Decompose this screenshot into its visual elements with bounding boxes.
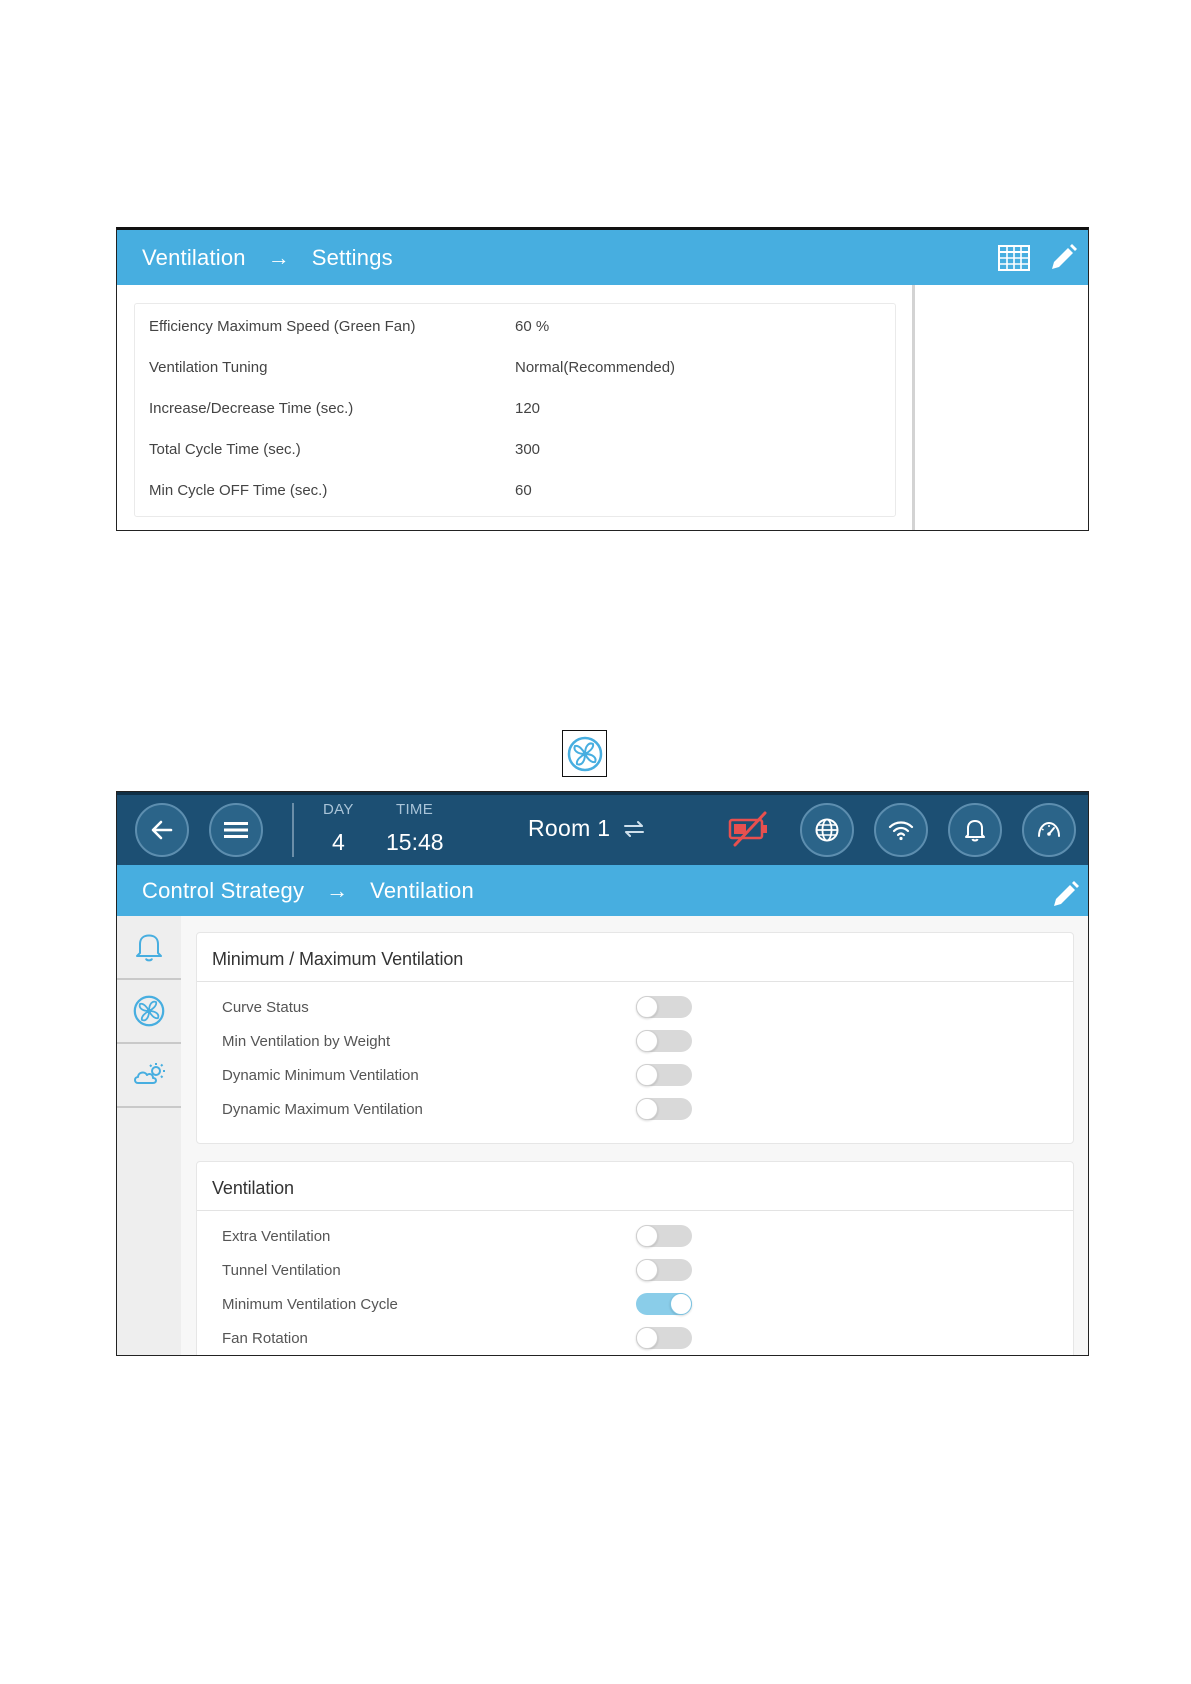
breadcrumb-control-strategy[interactable]: Control Strategy bbox=[142, 877, 305, 903]
toggle-row-dynamic-max bbox=[222, 1095, 1073, 1123]
day-caption: DAY bbox=[323, 801, 354, 818]
card-divider bbox=[197, 1210, 1073, 1211]
globe-button[interactable] bbox=[800, 803, 854, 857]
fan-icon bbox=[133, 995, 165, 1027]
settings-row[interactable] bbox=[149, 478, 895, 502]
gauge-icon bbox=[1036, 819, 1062, 841]
curve-status-toggle[interactable] bbox=[636, 996, 692, 1018]
fan-rotation-toggle[interactable] bbox=[636, 1327, 692, 1349]
sidebar-item-alarms[interactable] bbox=[117, 916, 181, 980]
extra-ventilation-toggle[interactable] bbox=[636, 1225, 692, 1247]
breadcrumb-settings: Settings bbox=[311, 244, 393, 270]
breadcrumb-ventilation[interactable]: Ventilation bbox=[142, 244, 246, 270]
toggle-row-min-vent-cycle bbox=[222, 1290, 1073, 1318]
toggle-row-fan-rotation bbox=[222, 1324, 1073, 1352]
breadcrumb-arrow: → bbox=[326, 877, 349, 903]
title-bar bbox=[117, 230, 1088, 285]
settings-value: 120 bbox=[515, 399, 541, 417]
toggle-row-min-vent-weight bbox=[222, 1027, 1073, 1055]
settings-screenshot bbox=[116, 227, 1089, 531]
grid-icon[interactable] bbox=[998, 245, 1030, 271]
alarm-button[interactable] bbox=[948, 803, 1002, 857]
settings-value: 60 bbox=[515, 481, 532, 499]
main-content bbox=[181, 916, 1088, 1355]
control-strategy-screenshot bbox=[116, 791, 1089, 1356]
pencil-icon[interactable] bbox=[1048, 243, 1078, 273]
menu-icon bbox=[223, 820, 249, 840]
card-divider bbox=[197, 981, 1073, 982]
globe-icon bbox=[814, 817, 840, 843]
dynamic-max-ventilation-toggle[interactable] bbox=[636, 1098, 692, 1120]
sidebar-item-ventilation[interactable] bbox=[117, 980, 181, 1044]
toggle-row-extra-ventilation bbox=[222, 1222, 1073, 1250]
toggle-label: Dynamic Maximum Ventilation bbox=[222, 1100, 423, 1118]
toggle-label: Dynamic Minimum Ventilation bbox=[222, 1066, 419, 1084]
menu-button[interactable] bbox=[209, 803, 263, 857]
settings-row[interactable] bbox=[149, 314, 895, 338]
toggle-row-tunnel-ventilation bbox=[222, 1256, 1073, 1284]
toggle-row-curve-status bbox=[222, 993, 1073, 1021]
ventilation-card bbox=[196, 1161, 1074, 1356]
toggle-label: Curve Status bbox=[222, 998, 309, 1016]
settings-row[interactable] bbox=[149, 396, 895, 420]
toggle-label: Tunnel Ventilation bbox=[222, 1261, 341, 1279]
gauge-button[interactable] bbox=[1022, 803, 1076, 857]
settings-label: Efficiency Maximum Speed (Green Fan) bbox=[149, 317, 416, 335]
bell-icon bbox=[963, 817, 987, 843]
day-value: 4 bbox=[332, 829, 345, 855]
sidebar-item-weather[interactable] bbox=[117, 1044, 181, 1108]
toggle-label: Extra Ventilation bbox=[222, 1227, 331, 1245]
back-arrow-icon bbox=[149, 817, 175, 843]
settings-value: 300 bbox=[515, 440, 541, 458]
settings-row[interactable] bbox=[149, 355, 895, 379]
settings-panel bbox=[134, 303, 896, 517]
title-bar bbox=[117, 865, 1088, 916]
wifi-icon bbox=[887, 818, 915, 842]
swap-icon[interactable] bbox=[622, 819, 646, 844]
minimum-ventilation-cycle-toggle[interactable] bbox=[636, 1293, 692, 1315]
settings-label: Total Cycle Time (sec.) bbox=[149, 440, 301, 458]
settings-value: 60 % bbox=[515, 317, 550, 335]
breadcrumb-arrow: → bbox=[267, 244, 290, 270]
time-value: 15:48 bbox=[386, 829, 444, 855]
settings-label: Increase/Decrease Time (sec.) bbox=[149, 399, 354, 417]
min-ventilation-weight-toggle[interactable] bbox=[636, 1030, 692, 1052]
weather-icon bbox=[132, 1061, 166, 1089]
top-status-bar bbox=[117, 792, 1088, 865]
back-button[interactable] bbox=[135, 803, 189, 857]
settings-label: Ventilation Tuning bbox=[149, 358, 268, 376]
toggle-row-dynamic-min bbox=[222, 1061, 1073, 1089]
min-max-ventilation-card bbox=[196, 932, 1074, 1144]
settings-value: Normal(Recommended) bbox=[515, 358, 676, 376]
toggle-label: Min Ventilation by Weight bbox=[222, 1032, 391, 1050]
pencil-icon[interactable] bbox=[1050, 880, 1080, 910]
settings-row[interactable] bbox=[149, 437, 895, 461]
topbar-separator bbox=[292, 803, 294, 857]
battery-alert-icon[interactable] bbox=[727, 809, 771, 854]
tunnel-ventilation-toggle[interactable] bbox=[636, 1259, 692, 1281]
toggle-label: Minimum Ventilation Cycle bbox=[222, 1295, 398, 1313]
room-name[interactable]: Room 1 bbox=[528, 815, 611, 841]
time-caption: TIME bbox=[396, 801, 434, 818]
vertical-divider bbox=[912, 285, 915, 530]
card-title: Minimum / Maximum Ventilation bbox=[212, 949, 464, 969]
settings-label: Min Cycle OFF Time (sec.) bbox=[149, 481, 328, 499]
card-title: Ventilation bbox=[212, 1178, 294, 1198]
wifi-button[interactable] bbox=[874, 803, 928, 857]
dynamic-min-ventilation-toggle[interactable] bbox=[636, 1064, 692, 1086]
sidebar bbox=[117, 916, 181, 1355]
bell-icon bbox=[134, 931, 164, 963]
toggle-label: Fan Rotation bbox=[222, 1329, 308, 1347]
breadcrumb-ventilation: Ventilation bbox=[370, 877, 474, 903]
fan-icon bbox=[562, 730, 607, 777]
